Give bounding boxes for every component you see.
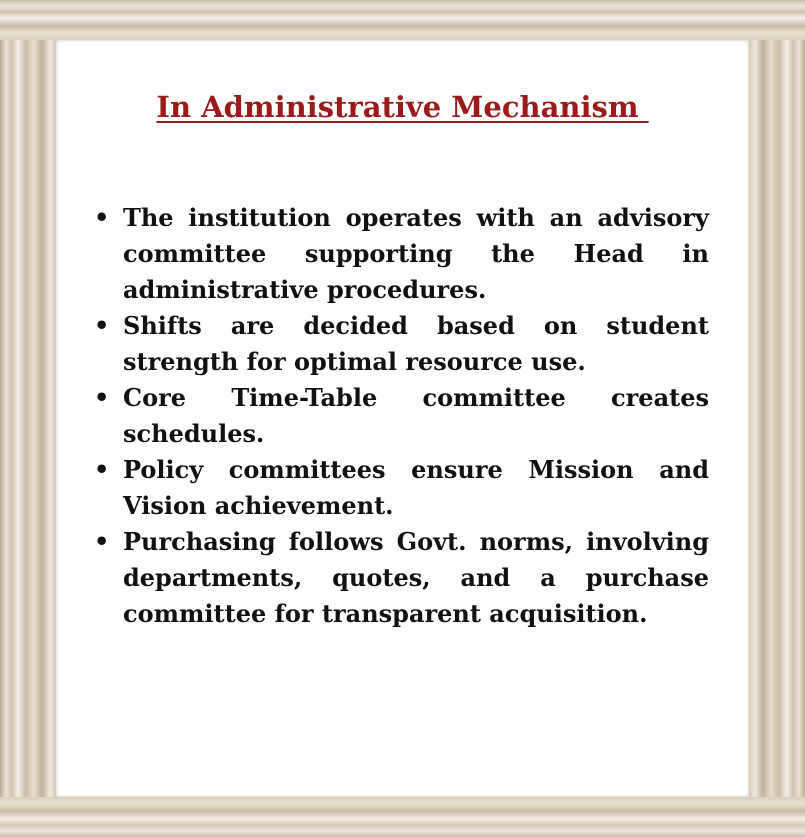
frame-top — [0, 0, 805, 40]
bullet-list — [56, 200, 749, 632]
bullet-dot-icon: • — [94, 311, 110, 340]
frame-right — [749, 0, 805, 837]
bullet-text-1: The institution operates with an advisory committee supporting the Head in administrative procedures. — [123, 203, 709, 304]
page-title: In Administrative Mechanism — [156, 90, 649, 124]
bullet-dot-icon: • — [94, 383, 110, 412]
bullet-item-4 — [56, 452, 749, 524]
bullet-item-1 — [56, 200, 749, 308]
bullet-dot-icon: • — [94, 203, 110, 232]
content-panel — [56, 40, 749, 797]
frame-left — [0, 0, 56, 837]
bullet-text-5: Purchasing follows Govt. norms, involving departments, quotes, and a purchase committee for transparent acquisition. — [123, 527, 709, 628]
bullet-text-2: Shifts are decided based on student strength for optimal resource use. — [123, 311, 709, 376]
bullet-item-5 — [56, 524, 749, 632]
frame-bottom — [0, 797, 805, 837]
bullet-text-4: Policy committees ensure Mission and Vision achievement. — [123, 455, 709, 520]
bullet-text-3: Core Time-Table committee creates schedules. — [123, 383, 709, 448]
bullet-item-3 — [56, 380, 749, 452]
bullet-dot-icon: • — [94, 455, 110, 484]
bullet-dot-icon: • — [94, 527, 110, 556]
bullet-item-2 — [56, 308, 749, 380]
